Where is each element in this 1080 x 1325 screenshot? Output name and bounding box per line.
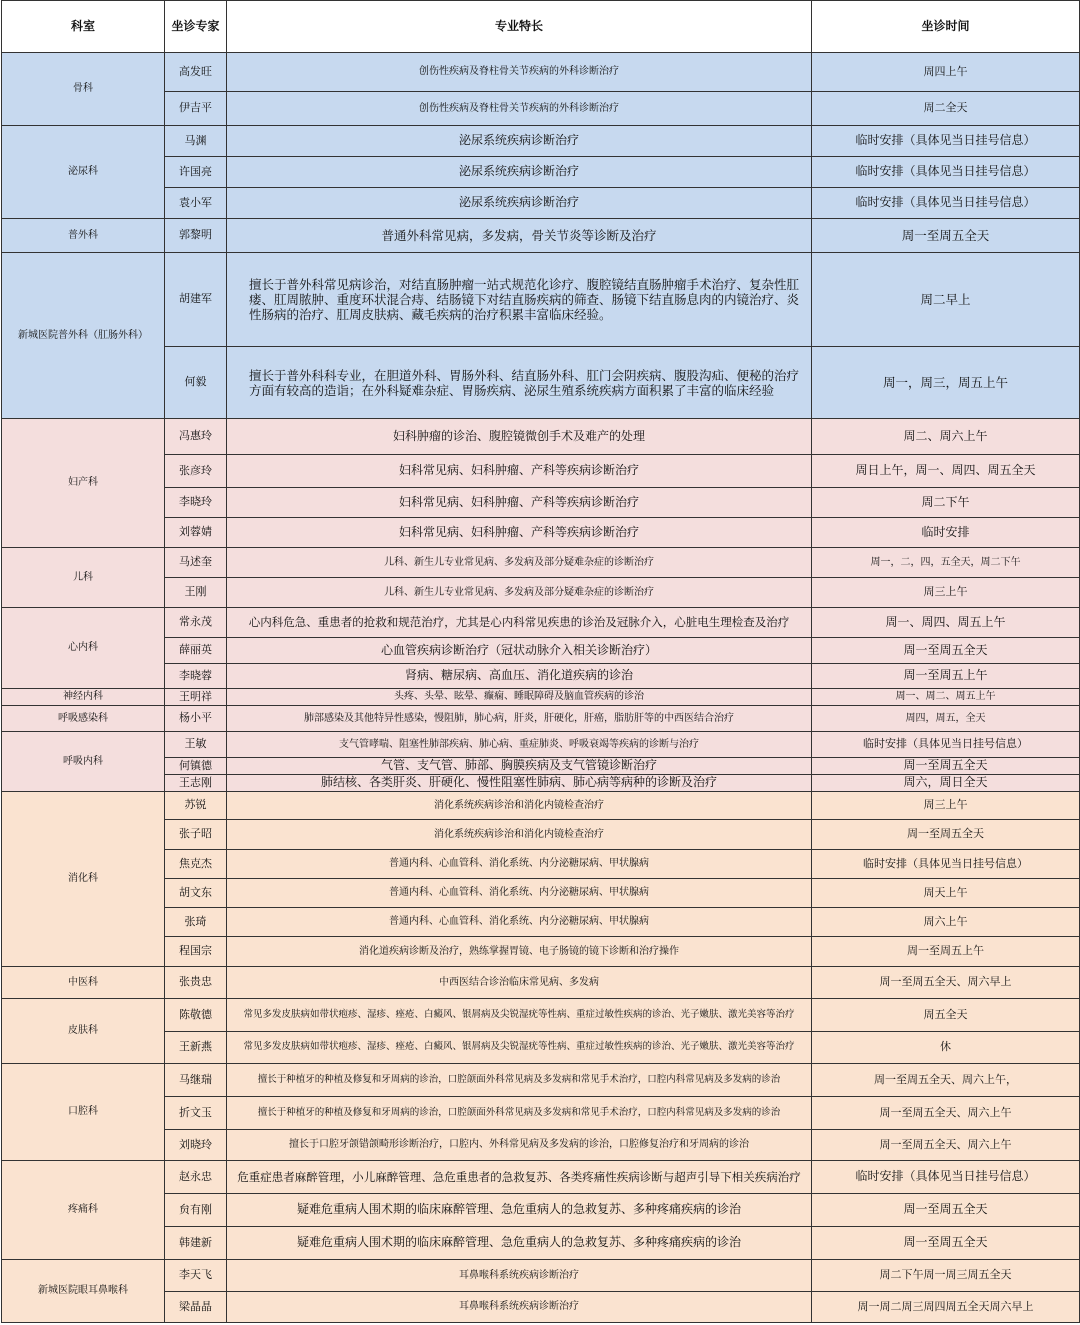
- time-cell: 周一至周五全天: [812, 219, 1080, 253]
- doctor-name: 王志刚: [165, 775, 227, 792]
- specialty-cell: 擅长于普外科科专业，在胆道外科、胃肠外科、结直肠外科、肛门会阴疾病、腹股沟疝、便秘的治疗方面有较高的造诣；在外科疑难杂症、胃肠疾病、泌尿生殖系统疾病方面积累了丰富的临床经验: [227, 347, 812, 419]
- doctor-name: 袁小军: [165, 188, 227, 219]
- table-row: [2, 419, 1080, 455]
- time-cell: 周一至周五全天: [812, 1227, 1080, 1260]
- doctor-name: 张彦玲: [165, 455, 227, 488]
- specialty-cell: 肺结核、各类肝炎、肝硬化、慢性阻塞性肺病、肺心病等病种的诊断及治疗: [227, 775, 812, 792]
- time-cell: 周一至周五上午: [812, 664, 1080, 689]
- doctor-name: 陈敬德: [165, 999, 227, 1032]
- specialty-cell: 普通内科、心血管科、消化系统、内分泌糖尿病、甲状腺病: [227, 879, 812, 908]
- expert-schedule-table: [1, 0, 1080, 1323]
- specialty-cell: 创伤性疾病及脊柱骨关节疾病的外科诊断治疗: [227, 92, 812, 126]
- doctor-name: 韩建新: [165, 1227, 227, 1260]
- specialty-cell: 擅长于种植牙的种植及修复和牙周病的诊治，口腔颌面外科常见病及多发病和常见手术治疗，口腔内科常见病及多发病的诊治: [227, 1064, 812, 1097]
- table-row: [2, 1161, 1080, 1194]
- time-cell: 周六，周日全天: [812, 775, 1080, 792]
- time-cell: 周一至周五全天: [812, 758, 1080, 775]
- doctor-name: 许国亮: [165, 157, 227, 188]
- time-cell: 周一、周二、周五上午: [812, 689, 1080, 706]
- specialty-cell: 擅长于口腔牙颌错颌畸形诊断治疗，口腔内、外科常见病及多发病的诊治，口腔修复治疗和牙周病的诊治: [227, 1130, 812, 1161]
- dept-cell: 神经内科: [2, 689, 165, 706]
- time-cell: 周一，二，四，五全天，周二下午: [812, 548, 1080, 578]
- doctor-name: 贠有刚: [165, 1194, 227, 1227]
- doctor-name: 薛丽英: [165, 638, 227, 664]
- doctor-name: 胡文东: [165, 879, 227, 908]
- table-row: [2, 732, 1080, 758]
- specialty-cell: 心内科危急、重患者的抢救和规范治疗，尤其是心内科常见疾患的诊治及冠脉介入，心脏电生理检查及治疗: [227, 608, 812, 638]
- specialty-cell: 妇科常见病、妇科肿瘤、产科等疾病诊断治疗: [227, 455, 812, 488]
- doctor-name: 张子昭: [165, 820, 227, 850]
- time-cell: 临时安排（具体见当日挂号信息）: [812, 126, 1080, 157]
- dept-cell: 呼吸内科: [2, 732, 165, 792]
- table-row: [2, 689, 1080, 706]
- specialty-cell: 气管、支气管、肺部、胸膜疾病及支气管镜诊断治疗: [227, 758, 812, 775]
- doctor-name: 张琦: [165, 908, 227, 937]
- time-cell: 临时安排（具体见当日挂号信息）: [812, 1161, 1080, 1194]
- doctor-name: 赵永忠: [165, 1161, 227, 1194]
- time-cell: 临时安排（具体见当日挂号信息）: [812, 157, 1080, 188]
- dept-cell: 疼痛科: [2, 1161, 165, 1260]
- time-cell: 周一至周五全天、周六上午: [812, 1130, 1080, 1161]
- dept-cell: 口腔科: [2, 1064, 165, 1161]
- table-row: [2, 1064, 1080, 1097]
- doctor-name: 冯惠玲: [165, 419, 227, 455]
- doctor-name: 高发旺: [165, 53, 227, 92]
- time-cell: 周一，周三，周五上午: [812, 347, 1080, 419]
- doctor-name: 折文玉: [165, 1097, 227, 1130]
- doctor-name: 刘蓉婧: [165, 518, 227, 548]
- specialty-cell: 中西医结合诊治临床常见病、多发病: [227, 967, 812, 999]
- dept-cell: 新城医院普外科（肛肠外科）: [2, 253, 165, 419]
- specialty-cell: 消化系统疾病诊治和消化内镜检查治疗: [227, 792, 812, 820]
- doctor-name: 马渊: [165, 126, 227, 157]
- doctor-name: 杨小平: [165, 706, 227, 732]
- time-cell: 周一至周五全天、周六上午，: [812, 1064, 1080, 1097]
- doctor-name: 张贵忠: [165, 967, 227, 999]
- time-cell: 周二下午周一周三周五全天: [812, 1260, 1080, 1292]
- specialty-cell: 危重症患者麻醉管理，小儿麻醉管理、急危重患者的急救复苏、各类疼痛性疾病诊断与超声引导下相关疾病治疗: [227, 1161, 812, 1194]
- time-cell: 临时安排（具体见当日挂号信息）: [812, 732, 1080, 758]
- dept-cell: 皮肤科: [2, 999, 165, 1064]
- doctor-name: 程国宗: [165, 937, 227, 967]
- doctor-name: 何毅: [165, 347, 227, 419]
- specialty-cell: 儿科、新生儿专业常见病、多发病及部分疑难杂症的诊断治疗: [227, 548, 812, 578]
- specialty-cell: 泌尿系统疾病诊断治疗: [227, 126, 812, 157]
- specialty-cell: 常见多发皮肤病如带状疱疹、湿疹、痤疮、白癜风、银屑病及尖锐湿疣等性病、重症过敏性疾病的诊治、光子嫩肤、激光美容等治疗: [227, 1032, 812, 1064]
- dept-cell: 泌尿科: [2, 126, 165, 219]
- doctor-name: 王敏: [165, 732, 227, 758]
- time-cell: 周五全天: [812, 999, 1080, 1032]
- table-row: [2, 219, 1080, 253]
- time-cell: 周二、周六上午: [812, 419, 1080, 455]
- specialty-cell: 疑难危重病人围术期的临床麻醉管理、急危重病人的急救复苏、多种疼痛疾病的诊治: [227, 1194, 812, 1227]
- doctor-name: 刘晓玲: [165, 1130, 227, 1161]
- dept-cell: 消化科: [2, 792, 165, 967]
- doctor-name: 李晓玲: [165, 488, 227, 518]
- time-cell: 周三上午: [812, 578, 1080, 608]
- table-row: [2, 967, 1080, 999]
- doctor-name: 马述奎: [165, 548, 227, 578]
- time-cell: 周一至周五全天: [812, 820, 1080, 850]
- dept-cell: 呼吸感染科: [2, 706, 165, 732]
- header-doctor: 坐诊专家: [165, 1, 227, 53]
- doctor-name: 胡建军: [165, 253, 227, 347]
- doctor-name: 王新燕: [165, 1032, 227, 1064]
- doctor-name: 梁晶晶: [165, 1292, 227, 1323]
- time-cell: 周一至周五全天: [812, 1194, 1080, 1227]
- time-cell: 周一周二周三周四周五全天周六早上: [812, 1292, 1080, 1323]
- specialty-cell: 普通内科、心血管科、消化系统、内分泌糖尿病、甲状腺病: [227, 908, 812, 937]
- time-cell: 临时安排（具体见当日挂号信息）: [812, 188, 1080, 219]
- specialty-cell: 疑难危重病人围术期的临床麻醉管理、急危重病人的急救复苏、多种疼痛疾病的诊治: [227, 1227, 812, 1260]
- dept-cell: 中医科: [2, 967, 165, 999]
- table-row: [2, 1260, 1080, 1292]
- header-dept: 科室: [2, 1, 165, 53]
- dept-cell: 心内科: [2, 608, 165, 689]
- header-time: 坐诊时间: [812, 1, 1080, 53]
- time-cell: 周二全天: [812, 92, 1080, 126]
- specialty-cell: 支气管哮喘、阻塞性肺部疾病、肺心病、重症肺炎、呼吸衰竭等疾病的诊断与治疗: [227, 732, 812, 758]
- specialty-cell: 儿科、新生儿专业常见病、多发病及部分疑难杂症的诊断治疗: [227, 578, 812, 608]
- doctor-name: 伊吉平: [165, 92, 227, 126]
- specialty-cell: 妇科常见病、妇科肿瘤、产科等疾病诊断治疗: [227, 488, 812, 518]
- time-cell: 周日上午，周一、周四、周五全天: [812, 455, 1080, 488]
- doctor-name: 苏锐: [165, 792, 227, 820]
- doctor-name: 常永茂: [165, 608, 227, 638]
- doctor-name: 李晓蓉: [165, 664, 227, 689]
- specialty-cell: 泌尿系统疾病诊断治疗: [227, 188, 812, 219]
- dept-cell: 普外科: [2, 219, 165, 253]
- specialty-cell: 普通内科、心血管科、消化系统、内分泌糖尿病、甲状腺病: [227, 850, 812, 879]
- doctor-name: 焦克杰: [165, 850, 227, 879]
- time-cell: 休: [812, 1032, 1080, 1064]
- specialty-cell: 创伤性疾病及脊柱骨关节疾病的外科诊断治疗: [227, 53, 812, 92]
- specialty-cell: 耳鼻喉科系统疾病诊断治疗: [227, 1260, 812, 1292]
- specialty-cell: 肾病、糖尿病、高血压、消化道疾病的诊治: [227, 664, 812, 689]
- time-cell: 周天上午: [812, 879, 1080, 908]
- doctor-name: 王明祥: [165, 689, 227, 706]
- specialty-cell: 常见多发皮肤病如带状疱疹、湿疹、痤疮、白癜风、银屑病及尖锐湿疣等性病、重症过敏性疾病的诊治、光子嫩肤、激光美容等治疗: [227, 999, 812, 1032]
- time-cell: 周一至周五上午: [812, 937, 1080, 967]
- time-cell: 周一至周五全天: [812, 638, 1080, 664]
- specialty-cell: 擅长于普外科常见病诊治，对结直肠肿瘤一站式规范化诊疗、腹腔镜结直肠肿瘤手术治疗、复杂性肛瘘、肛周脓肿、重度环状混合痔、结肠镜下对结直肠疾病的筛查、肠镜下结直肠息肉的内镜治疗、炎性肠病的治疗、肛周皮肤病、藏毛疾病的治疗积累丰富临床经验。: [227, 253, 812, 347]
- doctor-name: 郭黎明: [165, 219, 227, 253]
- time-cell: 周六上午: [812, 908, 1080, 937]
- specialty-cell: 普通外科常见病，多发病，骨关节炎等诊断及治疗: [227, 219, 812, 253]
- specialty-cell: 心血管疾病诊断治疗（冠状动脉介入相关诊断治疗）: [227, 638, 812, 664]
- specialty-cell: 妇科常见病、妇科肿瘤、产科等疾病诊断治疗: [227, 518, 812, 548]
- dept-cell: 儿科: [2, 548, 165, 608]
- table-row: [2, 706, 1080, 732]
- dept-cell: 妇产科: [2, 419, 165, 548]
- specialty-cell: 擅长于种植牙的种植及修复和牙周病的诊治，口腔颌面外科常见病及多发病和常见手术治疗，口腔内科常见病及多发病的诊治: [227, 1097, 812, 1130]
- table-row: [2, 126, 1080, 157]
- time-cell: 周四，周五，全天: [812, 706, 1080, 732]
- time-cell: 临时安排: [812, 518, 1080, 548]
- specialty-cell: 泌尿系统疾病诊断治疗: [227, 157, 812, 188]
- time-cell: 周二下午: [812, 488, 1080, 518]
- specialty-cell: 妇科肿瘤的诊治、腹腔镜微创手术及难产的处理: [227, 419, 812, 455]
- dept-cell: 新城医院眼耳鼻喉科: [2, 1260, 165, 1323]
- doctor-name: 王刚: [165, 578, 227, 608]
- specialty-cell: 消化系统疾病诊治和消化内镜检查治疗: [227, 820, 812, 850]
- table-row: [2, 548, 1080, 578]
- table-row: [2, 253, 1080, 347]
- header-specialty: 专业特长: [227, 1, 812, 53]
- time-cell: 临时安排（具体见当日挂号信息）: [812, 850, 1080, 879]
- doctor-name: 李天飞: [165, 1260, 227, 1292]
- doctor-name: 马继瑞: [165, 1064, 227, 1097]
- time-cell: 周四上午: [812, 53, 1080, 92]
- time-cell: 周一至周五全天、周六早上: [812, 967, 1080, 999]
- table-row: [2, 999, 1080, 1032]
- doctor-name: 何镇德: [165, 758, 227, 775]
- table-row: [2, 53, 1080, 92]
- dept-cell: 骨科: [2, 53, 165, 126]
- specialty-cell: 消化道疾病诊断及治疗，熟练掌握胃镜、电子肠镜的镜下诊断和治疗操作: [227, 937, 812, 967]
- time-cell: 周三上午: [812, 792, 1080, 820]
- time-cell: 周一、周四、周五上午: [812, 608, 1080, 638]
- specialty-cell: 头疼、头晕、眩晕、癫痫、睡眠障碍及脑血管疾病的诊治: [227, 689, 812, 706]
- time-cell: 周二早上: [812, 253, 1080, 347]
- time-cell: 周一至周五全天、周六上午: [812, 1097, 1080, 1130]
- table-row: [2, 608, 1080, 638]
- specialty-cell: 耳鼻喉科系统疾病诊断治疗: [227, 1292, 812, 1323]
- table-row: [2, 792, 1080, 820]
- specialty-cell: 肺部感染及其他特异性感染，慢阻肺，肺心病，肝炎，肝硬化，肝癌，脂肪肝等的中西医结合治疗: [227, 706, 812, 732]
